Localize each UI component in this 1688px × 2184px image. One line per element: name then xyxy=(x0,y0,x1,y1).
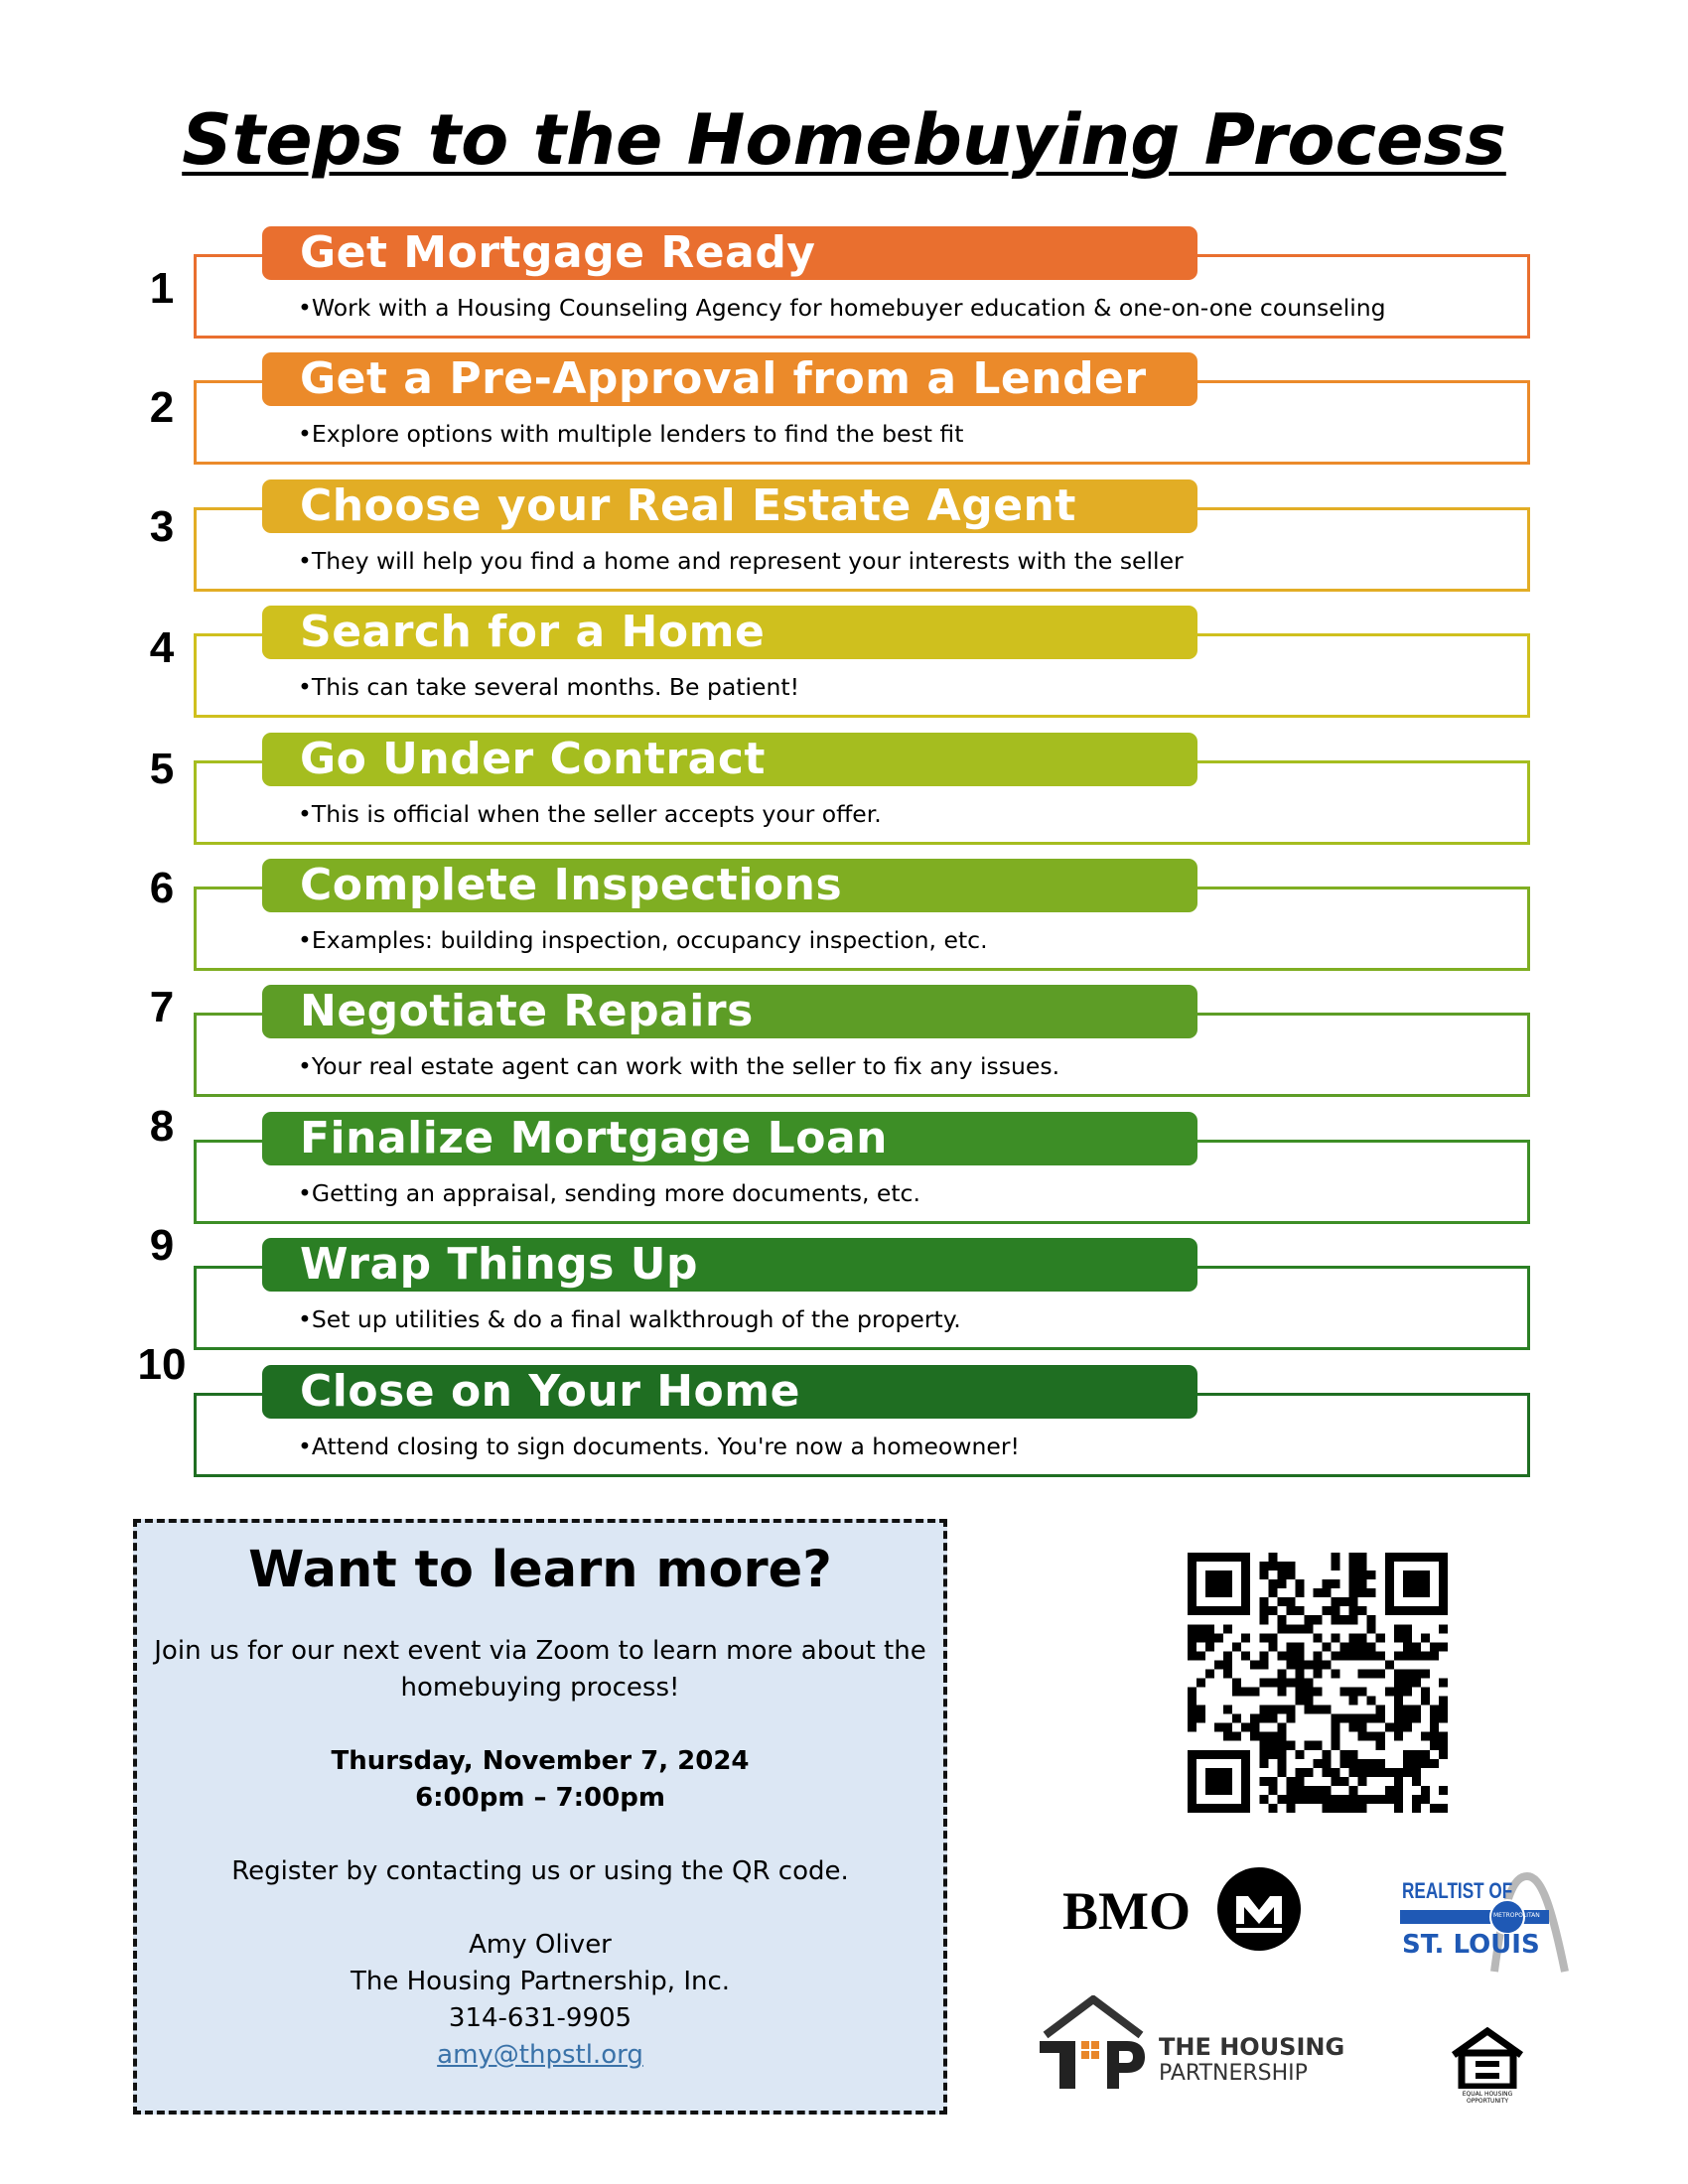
event-time: 6:00pm – 7:00pm xyxy=(415,1783,665,1813)
step-description: •Getting an appraisal, sending more documents, etc. xyxy=(298,1178,920,1207)
thp-line-2: PARTNERSHIP xyxy=(1159,2061,1308,2086)
step-description: •Explore options with multiple lenders to find the best fit xyxy=(298,420,964,449)
step-description: •Attend closing to sign documents. You're now a homeowner! xyxy=(298,1432,1020,1460)
step-row xyxy=(0,1221,1688,1365)
contact-name: Amy Oliver xyxy=(469,1930,612,1960)
thp-logo xyxy=(1038,1995,1345,2095)
step-number: 1 xyxy=(149,264,175,313)
page-title: Steps to the Homebuying Process xyxy=(182,99,1506,181)
equal-housing-logo xyxy=(1448,2025,1527,2105)
step-title: Negotiate Repairs xyxy=(262,985,1197,1038)
step-row xyxy=(0,606,1688,733)
contact-org: The Housing Partnership, Inc. xyxy=(350,1967,731,1996)
equal-housing-text: EQUAL HOUSING OPPORTUNITY xyxy=(1462,2091,1513,2105)
step-title: Complete Inspections xyxy=(262,859,1197,912)
step-row xyxy=(0,1340,1688,1492)
step-number: 8 xyxy=(149,1102,175,1151)
step-row xyxy=(0,985,1688,1112)
step-number: 5 xyxy=(149,744,175,793)
step-row xyxy=(0,733,1688,860)
step-title: Go Under Contract xyxy=(262,733,1197,786)
step-description: •They will help you find a home and represent your interests with the seller xyxy=(298,546,1184,575)
step-title: Search for a Home xyxy=(262,606,1197,659)
step-number: 3 xyxy=(149,501,175,551)
step-number: 7 xyxy=(149,983,175,1031)
step-title: Choose your Real Estate Agent xyxy=(262,479,1197,533)
step-number: 2 xyxy=(149,382,175,432)
realtist-badge-text: METROPOLITAN xyxy=(1493,1912,1540,1919)
thp-line-1: THE HOUSING xyxy=(1159,2033,1345,2061)
register-text: Register by contacting us or using the QR code. xyxy=(231,1856,849,1886)
step-row xyxy=(0,1102,1688,1239)
step-title: Wrap Things Up xyxy=(262,1238,1197,1292)
step-title: Close on Your Home xyxy=(262,1365,1197,1419)
step-number: 4 xyxy=(149,622,175,672)
step-description: •Examples: building inspection, occupancy inspection, etc. xyxy=(298,926,988,954)
step-description: •Work with a Housing Counseling Agency for homebuyer education & one-on-one counseling xyxy=(298,294,1386,322)
step-number: 9 xyxy=(149,1221,175,1270)
step-description: •Set up utilities & do a final walkthrough of the property. xyxy=(298,1305,961,1334)
event-date: Thursday, November 7, 2024 xyxy=(331,1746,750,1776)
step-description: •This is official when the seller accepts your offer. xyxy=(298,799,882,828)
contact-email-link[interactable]: amy@thpstl.org xyxy=(437,2040,643,2070)
step-title: Get a Pre-Approval from a Lender xyxy=(262,352,1197,406)
learn-more-box xyxy=(133,1519,947,2115)
realtist-top-text: REALTIST OF xyxy=(1402,1878,1513,1903)
step-row xyxy=(0,352,1688,479)
contact-phone: 314-631-9905 xyxy=(448,2003,633,2033)
house-roof-icon xyxy=(1038,1995,1157,2095)
bmo-wordmark: BMO xyxy=(1062,1881,1191,1941)
bmo-m-bar-icon xyxy=(1216,1866,1302,1952)
step-row xyxy=(0,859,1688,986)
step-title: Finalize Mortgage Loan xyxy=(262,1112,1197,1165)
equal-housing-house-icon xyxy=(1448,2025,1527,2089)
learn-more-heading: Want to learn more? xyxy=(248,1541,832,1599)
step-title: Get Mortgage Ready xyxy=(262,226,1197,280)
intro-line-1: Join us for our next event via Zoom to learn more about the xyxy=(154,1636,926,1666)
step-number: 6 xyxy=(149,864,175,912)
realtist-bottom-text: ST. LOUIS xyxy=(1402,1930,1540,1960)
intro-line-2: homebuying process! xyxy=(400,1673,680,1703)
qr-code-icon[interactable] xyxy=(1188,1553,1448,1813)
step-description: •This can take several months. Be patient! xyxy=(298,673,800,702)
bmo-logo xyxy=(1062,1866,1311,1956)
realtist-logo xyxy=(1400,1864,1579,1974)
step-description: •Your real estate agent can work with the seller to fix any issues. xyxy=(298,1052,1060,1081)
step-row xyxy=(0,479,1688,607)
step-row xyxy=(0,226,1688,353)
step-number: 10 xyxy=(137,1340,187,1389)
